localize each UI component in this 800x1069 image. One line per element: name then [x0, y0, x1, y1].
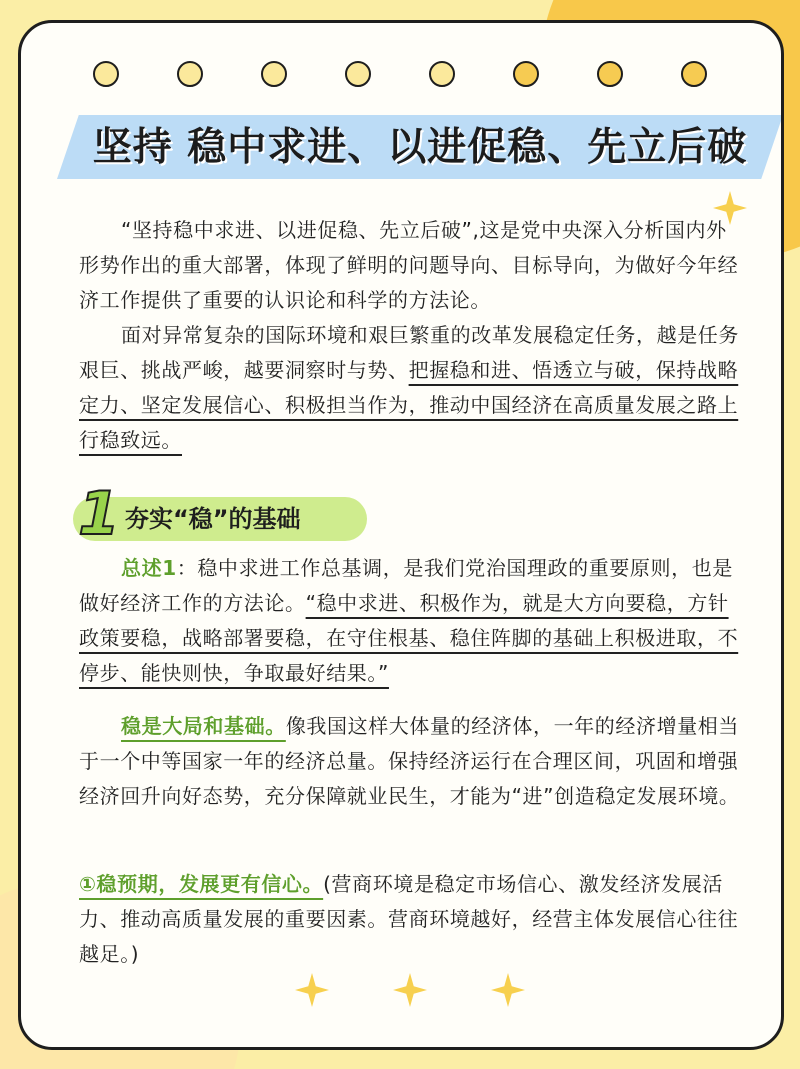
binder-hole — [513, 61, 539, 87]
stability-paragraph — [79, 709, 747, 814]
sparkle-icon — [393, 973, 427, 1007]
intro-paragraph-1: “坚持稳中求进、以进促稳、先立后破”,这是党中央深入分析国内外形势作出的重大部署，体现了鲜明的问题导向、目标导向，为做好今年经济工作提供了重要的认识论和科学的方法论。 — [79, 218, 739, 312]
stability-label: 稳是大局和基础。 — [121, 714, 286, 738]
page-title: 坚持 稳中求进、以进促稳、先立后破 — [92, 125, 748, 170]
intro-paragraph-2 — [79, 318, 747, 458]
binder-hole — [681, 61, 707, 87]
summary-paragraph — [79, 551, 747, 691]
binder-hole — [597, 61, 623, 87]
expectation-paragraph — [79, 867, 747, 972]
section-title: 夯实“稳”的基础 — [125, 505, 301, 533]
binder-hole — [429, 61, 455, 87]
notebook-card — [18, 20, 784, 1050]
binder-hole — [261, 61, 287, 87]
sparkle-icon — [491, 973, 525, 1007]
intro-paragraph-2-text: 面对异常复杂的国际环境和艰巨繁重的改革发展稳定任务，越是任务艰巨、挑战严峻，越要洞察时与势、 — [79, 323, 739, 382]
binder-holes — [93, 61, 733, 87]
binder-hole — [177, 61, 203, 87]
stability-text: 像我国这样大体量的经济体，一年的经济增量相当于一个中等国家一年的经济总量。保持经济运行在合理区间，巩固和增强经济回升向好态势，充分保障就业民生，才能为“进”创造稳定发展环境。 — [79, 714, 740, 808]
intro-paragraph-2-underlined: 把握稳和进、悟透立与破，保持战略定力、坚定发展信心、积极担当作为，推动中国经济在高质量发展之路上行稳致远。 — [79, 358, 739, 452]
section-number: 1 — [78, 479, 120, 549]
summary-colon: ： — [176, 556, 198, 580]
summary-text: 稳中求进工作总基调，是我们党治国理政的重要原则，也是做好经济工作的方法论。 — [79, 556, 733, 615]
binder-hole — [93, 61, 119, 87]
summary-quote: “稳中求进、积极作为，就是大方向要稳，方针政策要稳，战略部署要稳，在守住根基、稳住阵脚的基础上积极进取，不停步、能快则快，争取最好结果。” — [79, 591, 739, 685]
expectation-label: ①稳预期，发展更有信心。 — [79, 872, 324, 896]
binder-hole — [345, 61, 371, 87]
expectation-text: (营商环境是稳定市场信心、激发经济发展活力、推动高质量发展的重要因素。营商环境越好，经营主体发展信心往往越足。) — [79, 872, 739, 966]
sparkle-icon — [295, 973, 329, 1007]
summary-label: 总述1 — [121, 556, 177, 580]
